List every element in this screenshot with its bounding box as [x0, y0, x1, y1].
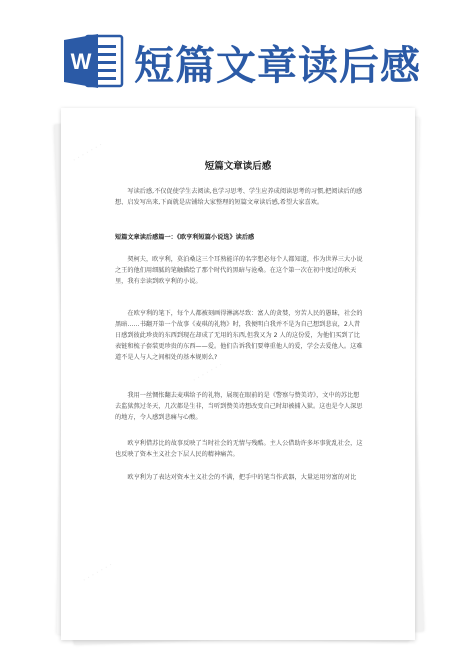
word-doc-icon — [64, 30, 124, 92]
watermark: · · · · · · · — [80, 560, 115, 585]
page-title: 短篇文章读后感 — [134, 42, 421, 89]
document-page — [61, 108, 415, 640]
word-letter: W — [70, 49, 92, 74]
paragraph-intro: 写读后感,不仅促使学生去阅读,也学习思考、学生应养成阅读思考的习惯,把阅读后的感想、启发写出来,下面就是店铺给大家整理的短篇文章读后感,希望大家喜欢。 — [115, 188, 363, 206]
header-banner — [0, 0, 474, 105]
document-title: 短篇文章读后感 — [204, 161, 272, 172]
paragraph: 在欧亨利的笔下，每个人都被刻画得淋漓尽致：富人的贪婪，穷苦人民的愚昧，社会的黑暗……书翻开第一个故事《麦琪的礼物》时，我便明白我并不是为自己想到悲哀，2人昔日感到彼此珍贵的东西到现在却成了无用的东西,但我又为 2 人的这份爱，为他们买到了比表链和梳子套装更珍贵的东西——爱。他们告诉我们要尊重他人的爱，学会去爱他人。这难道不是人与人之间相处的基本规则么? — [115, 310, 363, 361]
paragraph: 欧亨利借苏比的故事反映了当时社会的无情与残酷。主人公借助许多坏事犹乱社会，这也反映了资本主义社会下层人民的精神痛苦。 — [115, 440, 363, 458]
paragraph: 契柯夫，欧亨利，莫泊桑这三个耳熟能详的名字想必每个人都知道，作为世界三大小说之王的他们用细腻的笔触描绘了那个时代的黑暗与沧桑。在这个第一次在初中度过的秋天里，我有幸读到欧亨利的小说。 — [115, 256, 363, 285]
section-heading: 短篇文章读后感篇一：《欧亨利短篇小说选》读后感 — [115, 234, 255, 241]
paragraph: 我用一丝惆怅翻去麦琪给予的礼物，展现在眼前的是《警察与赞美诗》，文中的苏比想去监狱熬过冬天，几次都是生非，当听到赞美诗想改变自己时却被捕入狱。这也是令人深思的地方，令人感到悲痛与心酸。 — [115, 392, 363, 421]
watermark: · · · · · · · — [190, 360, 225, 385]
watermark: · · · · · · · — [70, 140, 105, 165]
paragraph: 欧亨利为了表达对资本主义社会的不满，把手中的笔当作武器，大量运用穷富的对比 — [127, 474, 357, 481]
